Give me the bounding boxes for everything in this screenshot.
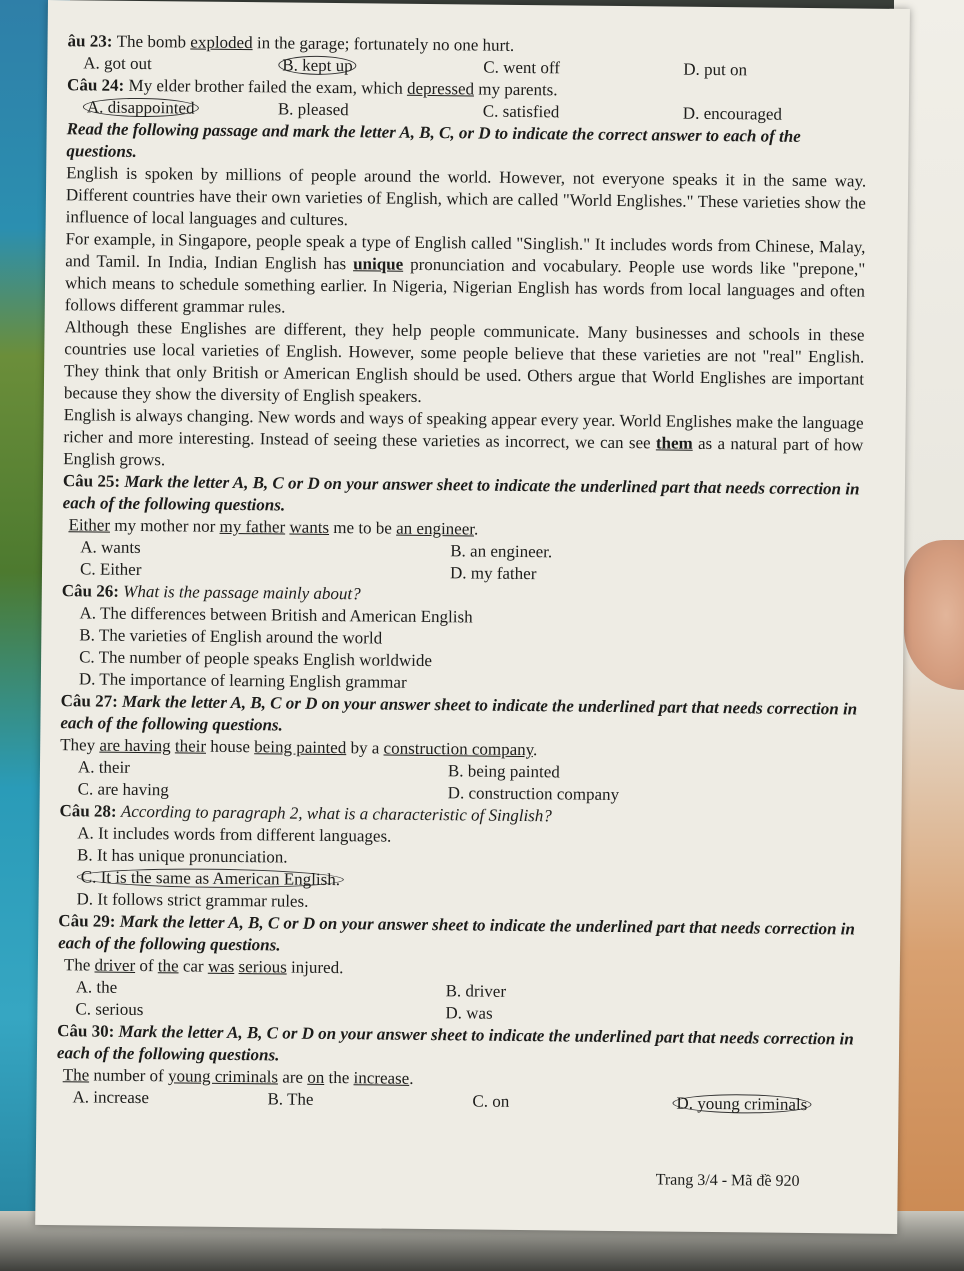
option-b[interactable]: B. The (267, 1089, 314, 1109)
option-a[interactable]: A. increase (72, 1087, 150, 1108)
option-d[interactable]: D. young criminals (672, 1093, 872, 1117)
option-c[interactable]: C. went off (483, 57, 561, 78)
reading-instruction: Read the following passage and mark the letter A, B, C, or D to indicate the correct answer to each of the questions. (66, 119, 801, 161)
option-d[interactable]: D. It follows strict grammar rules. (76, 889, 309, 911)
underlined-word: depressed (406, 78, 475, 99)
passage-paragraph-3: Although these Englishes are different, they help people communicate. Many businesses and schools in these countries use local varieties of English. However, some people believe that these varieties are not "real" English. They think that only British or American English should be used. Others argue that World Englishes are important because they show the diversity of English speakers. (63, 317, 865, 406)
option-b[interactable]: B. pleased (277, 99, 349, 120)
question-25: Câu 25: Mark the letter A, B, C or D on your answer sheet to indicate the underlined part that needs correction in each of the following questions. (62, 471, 860, 515)
option-d[interactable]: D. construction company (447, 783, 620, 805)
underlined-word: them (655, 433, 693, 453)
underlined-word: unique (353, 254, 404, 274)
option-b[interactable]: B. It has unique pronunciation. (76, 845, 288, 867)
question-29: Câu 29: Mark the letter A, B, C or D on your answer sheet to indicate the underlined part that needs correction in each of the following questions. (58, 911, 855, 955)
exam-page (56, 30, 867, 1116)
option-c[interactable]: C. serious (75, 999, 144, 1020)
option-a[interactable]: A. wants (80, 537, 141, 558)
option-c[interactable]: C. satisfied (482, 101, 560, 122)
question-23: âu 23: The bomb exploded in the garage; fortunately no one hurt. (67, 31, 515, 55)
option-c[interactable]: C. on (472, 1091, 510, 1111)
option-d[interactable]: D. put on (683, 59, 748, 80)
option-a[interactable]: A. their (77, 757, 131, 777)
question-29-sentence: The driver of the car was serious injured. (63, 955, 344, 978)
option-c[interactable]: C. It is the same as American English. (77, 866, 859, 896)
question-number: Câu 28: (59, 801, 122, 821)
question-number: Câu 29: (58, 911, 120, 931)
option-b[interactable]: B. being painted (447, 761, 560, 782)
question-number: Câu 24: (67, 75, 129, 95)
question-number: Câu 30: (57, 1021, 119, 1041)
question-30: Câu 30: Mark the letter A, B, C or D on your answer sheet to indicate the underlined part that needs correction in each of the following questions. (56, 1021, 854, 1065)
question-30-sentence: The number of young criminals are on the increase. (62, 1065, 414, 1088)
question-number: Câu 25: (62, 471, 125, 491)
option-b[interactable]: B. an engineer. (450, 541, 553, 562)
option-a[interactable]: A. It includes words from different languages. (77, 823, 392, 846)
option-b[interactable]: B. The varieties of English around the world (79, 625, 383, 648)
exam-paper (35, 0, 910, 1234)
passage-paragraph-1: English is spoken by millions of people around the world. However, not everyone speaks it in the same way. Different countries have their own varieties of English, which are called "World Englishes." These varieties show the influence of local languages and cultures. (65, 163, 867, 230)
option-a[interactable]: A. the (75, 977, 118, 997)
question-27-sentence: They are having their house being painted by a construction company. (60, 735, 538, 760)
option-b[interactable]: B. kept up (278, 54, 483, 78)
question-24: Câu 24: My elder brother failed the exam, which depressed my parents. (67, 75, 558, 100)
option-c[interactable]: C. Either (79, 559, 142, 580)
question-27: Câu 27: Mark the letter A, B, C or D on your answer sheet to indicate the underlined part that needs correction in each of the following questions. (60, 691, 858, 735)
passage-paragraph-2: For example, in Singapore, people speak a type of English called "Singlish." It includes words from Chinese, Malay, and Tamil. In India, Indian English has unique pronunciation and vocabulary. People use words like "prepone," which means to schedule something earlier. In Nigeria, Nigerian English has words from local languages and often follows different grammar rules. (64, 229, 866, 317)
page-footer: Trang 3/4 - Mã đề 920 (655, 1171, 800, 1190)
option-d[interactable]: D. was (445, 1003, 493, 1023)
option-c[interactable]: C. The number of people speaks English worldwide (79, 647, 433, 671)
question-26: Câu 26: What is the passage mainly about? (61, 581, 361, 604)
option-a[interactable]: A. The differences between British and American English (79, 603, 473, 627)
option-d[interactable]: D. The importance of learning English grammar (78, 669, 407, 692)
option-d[interactable]: D. my father (449, 563, 537, 584)
question-number: âu 23: (67, 31, 117, 51)
question-number: Câu 26: (61, 581, 124, 601)
option-a[interactable]: A. got out (83, 53, 152, 74)
option-c[interactable]: C. are having (77, 779, 169, 800)
question-28: Câu 28: According to paragraph 2, what is a characteristic of Singlish? (59, 801, 552, 826)
option-a[interactable]: A. disappointed (83, 96, 278, 120)
option-b[interactable]: B. driver (445, 981, 507, 1001)
question-25-sentence: Either my mother nor my father wants me to be an engineer. (68, 515, 479, 539)
underlined-word: exploded (190, 32, 253, 53)
option-d[interactable]: D. encouraged (682, 103, 783, 124)
passage-paragraph-4: English is always changing. New words and ways of speaking appear every year. World Englishes make the language richer and more interesting. Instead of seeing these varieties as incorrect, we can see them as a natural part of how English grows. (63, 405, 864, 470)
reading-passage (63, 162, 866, 478)
question-number: Câu 27: (60, 691, 123, 711)
